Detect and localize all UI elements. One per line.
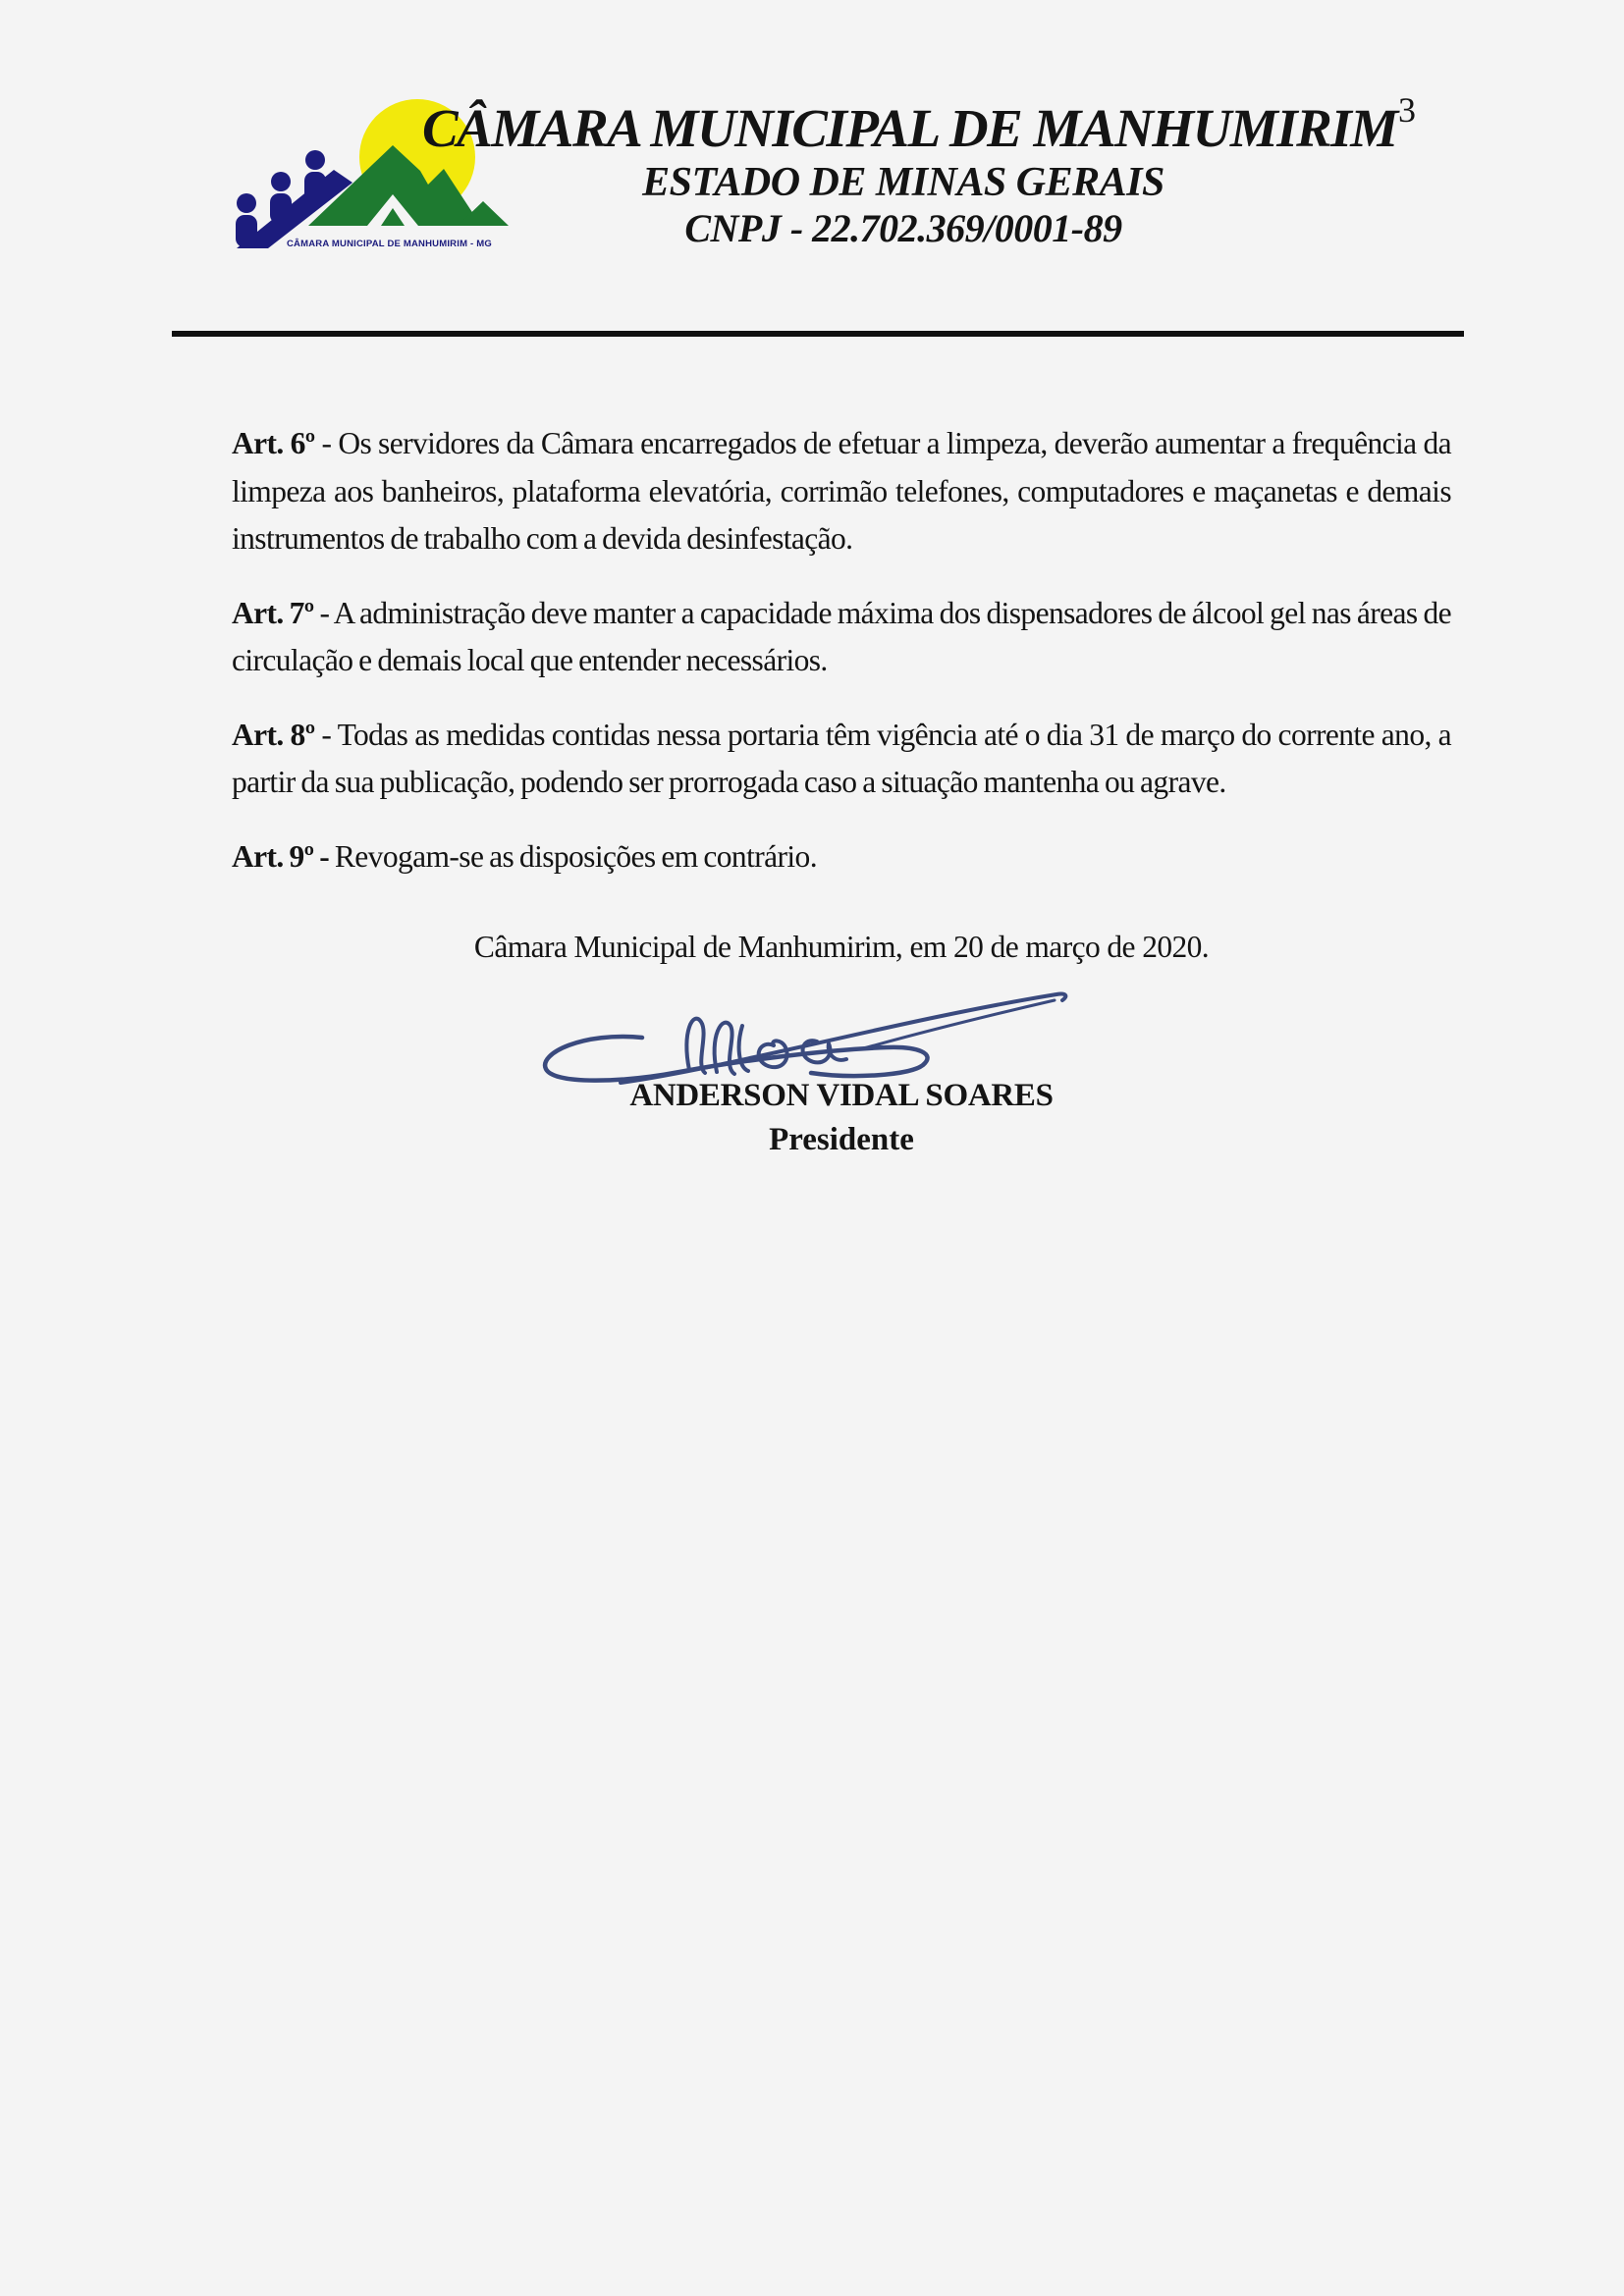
article-7-text: A administração deve manter a capacidade máxima dos dispensadores de álcool gel nas áreas de circulação e demais local que entender necessários. — [232, 595, 1452, 677]
article-9-label: Art. 9º - — [232, 838, 330, 874]
org-state: ESTADO DE MINAS GERAIS — [642, 160, 1164, 205]
article-7-label: Art. 7º — [232, 595, 314, 630]
article-9 — [232, 833, 1451, 881]
logo-caption: CÂMARA MUNICIPAL DE MANHUMIRIM - MG — [287, 239, 492, 249]
article-6-text: Os servidores da Câmara encarregados de efetuar a limpeza, deverão aumentar a frequência da limpeza aos banheiros, plataforma elevatória, corrimão telefones, computadores e maçanetas e demais instrumentos de trabalho com a devida desinfestação. — [232, 426, 1452, 556]
letterhead — [422, 98, 1397, 251]
article-6 — [232, 420, 1451, 563]
document-body — [232, 420, 1451, 1159]
page-number: 3 — [1398, 90, 1416, 130]
signer-role: Presidente — [769, 1122, 914, 1157]
header-divider — [172, 331, 1464, 337]
article-8-separator: - — [314, 717, 338, 752]
article-8 — [232, 712, 1451, 807]
article-6-label: Art. 6º — [232, 426, 315, 460]
article-8-label: Art. 8º — [232, 717, 315, 752]
signer-name: ANDERSON VIDAL SOARES — [629, 1078, 1054, 1113]
article-9-text: Revogam-se as disposições em contrário. — [334, 838, 817, 874]
article-8-text: Todas as medidas contidas nessa portaria têm vigência até o dia 31 de março do corrente ano, a partir da sua publicação, podendo ser prorrogada caso a situação mantenha ou agrave. — [232, 717, 1451, 799]
article-7-separator: - — [313, 595, 334, 630]
org-title: CÂMARA MUNICIPAL DE MANHUMIRIM — [422, 98, 1397, 158]
dateline: Câmara Municipal de Manhumirim, em 20 de março de 2020. — [473, 930, 1210, 964]
article-7 — [232, 590, 1451, 685]
article-6-separator: - — [314, 426, 339, 460]
org-cnpj: CNPJ - 22.702.369/0001-89 — [684, 206, 1122, 250]
